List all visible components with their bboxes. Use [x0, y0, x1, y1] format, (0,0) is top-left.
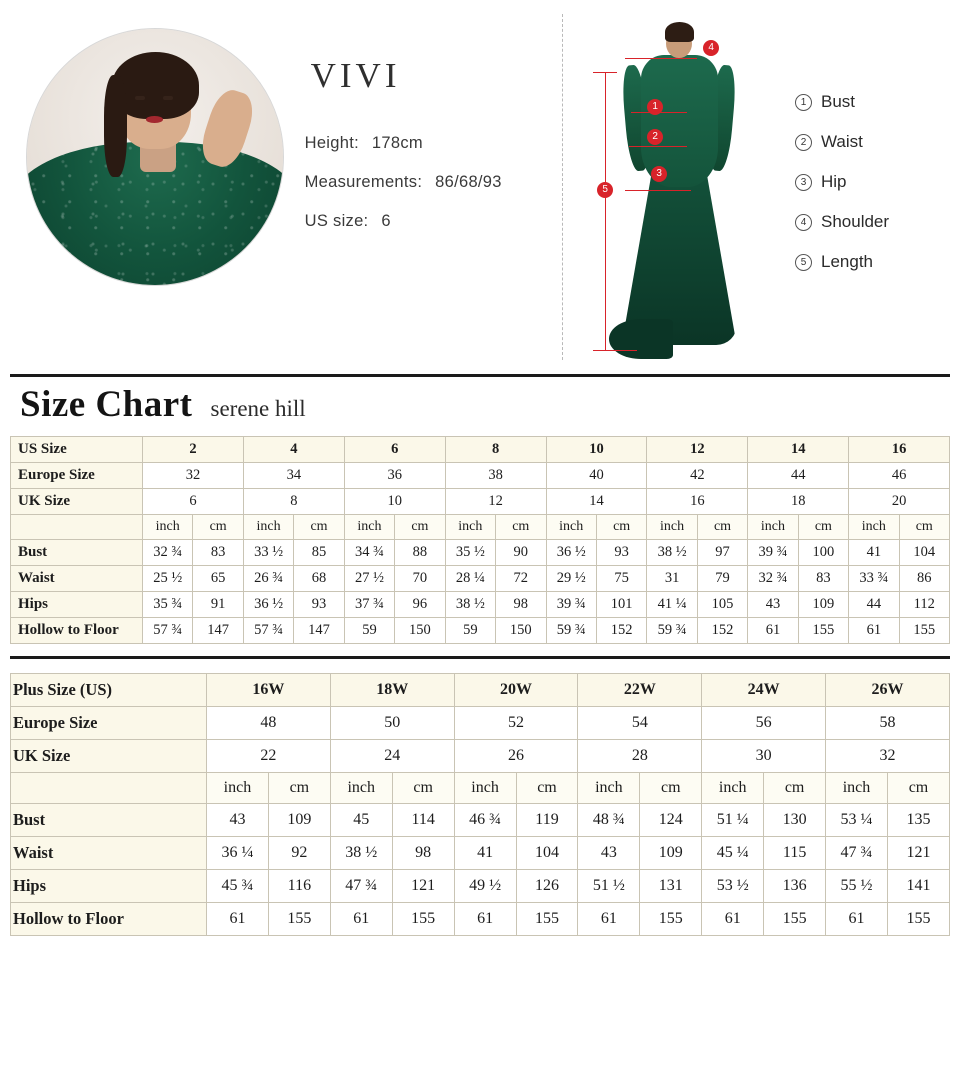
figure-mark-2: 2 — [647, 129, 663, 145]
plus-cell-htf-1: 155 — [268, 903, 330, 936]
plus-row-uk-size — [11, 740, 950, 773]
plus-cell-htf-7: 155 — [640, 903, 702, 936]
cell-htf-7: 150 — [496, 618, 546, 644]
plus-row-label-plus-size: Plus Size (US) — [11, 674, 207, 707]
cell-htf-5: 150 — [395, 618, 445, 644]
plus-row-label-europe-size: Europe Size — [11, 707, 207, 740]
model-measurements-label: Measurements: — [304, 173, 423, 191]
table-row-hollow-to-floor — [11, 618, 950, 644]
cell-bust-11: 97 — [697, 540, 747, 566]
hip-measure-line — [625, 190, 691, 191]
plus-cell-unit-9: cm — [764, 773, 826, 804]
cell-uk-size-0: 6 — [143, 489, 244, 515]
table-row-uk-size — [11, 489, 950, 515]
cell-eu-size-4: 40 — [546, 463, 647, 489]
row-label-uk-size: UK Size — [11, 489, 143, 515]
legend-number-5: 5 — [795, 254, 812, 271]
cell-eu-size-1: 34 — [243, 463, 344, 489]
plus-cell-size-3: 22W — [578, 674, 702, 707]
model-portrait — [26, 28, 284, 286]
cell-hips-13: 109 — [798, 592, 848, 618]
cell-unit-10: inch — [647, 515, 697, 540]
plus-cell-waist-5: 104 — [516, 837, 578, 870]
cell-waist-15: 86 — [899, 566, 949, 592]
cell-htf-10: 59 ¾ — [647, 618, 697, 644]
cell-unit-9: cm — [596, 515, 646, 540]
plus-cell-htf-8: 61 — [702, 903, 764, 936]
plus-row-label-units — [11, 773, 207, 804]
plus-cell-uk-1: 24 — [330, 740, 454, 773]
section-divider — [10, 656, 950, 659]
cell-uk-size-3: 12 — [445, 489, 546, 515]
plus-cell-hips-9: 136 — [764, 870, 826, 903]
cell-hips-0: 35 ¾ — [143, 592, 193, 618]
plus-cell-hips-3: 121 — [392, 870, 454, 903]
model-ussize-row — [305, 212, 563, 231]
cell-bust-7: 90 — [496, 540, 546, 566]
plus-row-hollow-to-floor — [11, 903, 950, 936]
cell-waist-8: 29 ½ — [546, 566, 596, 592]
cell-htf-13: 155 — [798, 618, 848, 644]
cell-unit-8: inch — [546, 515, 596, 540]
model-overview-section — [0, 0, 960, 360]
cell-unit-0: inch — [143, 515, 193, 540]
plus-cell-waist-3: 98 — [392, 837, 454, 870]
cell-htf-2: 57 ¾ — [243, 618, 293, 644]
plus-cell-waist-11: 121 — [887, 837, 949, 870]
cell-unit-15: cm — [899, 515, 949, 540]
cell-waist-2: 26 ¾ — [243, 566, 293, 592]
cell-eu-size-0: 32 — [143, 463, 244, 489]
plus-cell-hips-4: 49 ½ — [454, 870, 516, 903]
legend-number-2: 2 — [795, 134, 812, 151]
legend-item-waist — [795, 132, 950, 152]
cell-waist-5: 70 — [395, 566, 445, 592]
cell-unit-4: inch — [344, 515, 394, 540]
cell-bust-10: 38 ½ — [647, 540, 697, 566]
cell-unit-3: cm — [294, 515, 344, 540]
cell-bust-15: 104 — [899, 540, 949, 566]
plus-cell-hips-10: 55 ½ — [826, 870, 888, 903]
figure-mark-5: 5 — [597, 182, 613, 198]
dress-figure — [599, 22, 759, 352]
plus-cell-unit-6: inch — [578, 773, 640, 804]
legend-label-length: Length — [821, 252, 873, 271]
cell-waist-13: 83 — [798, 566, 848, 592]
cell-hips-5: 96 — [395, 592, 445, 618]
plus-size-table — [10, 673, 950, 936]
row-label-bust: Bust — [11, 540, 143, 566]
plus-cell-waist-4: 41 — [454, 837, 516, 870]
row-label-us-size: US Size — [11, 437, 143, 463]
model-height-label: Height: — [304, 134, 359, 152]
model-height-value: 178cm — [371, 134, 423, 152]
cell-bust-13: 100 — [798, 540, 848, 566]
plus-cell-eu-1: 50 — [330, 707, 454, 740]
plus-cell-unit-5: cm — [516, 773, 578, 804]
plus-cell-hips-6: 51 ½ — [578, 870, 640, 903]
cell-htf-9: 152 — [596, 618, 646, 644]
plus-cell-eu-2: 52 — [454, 707, 578, 740]
cell-bust-9: 93 — [596, 540, 646, 566]
cell-hips-3: 93 — [294, 592, 344, 618]
table-row-waist — [11, 566, 950, 592]
plus-cell-unit-11: cm — [887, 773, 949, 804]
cell-htf-11: 152 — [697, 618, 747, 644]
legend-label-hip: Hip — [821, 172, 847, 191]
cell-unit-5: cm — [395, 515, 445, 540]
cell-waist-7: 72 — [496, 566, 546, 592]
plus-cell-bust-7: 124 — [640, 804, 702, 837]
plus-cell-bust-0: 43 — [207, 804, 269, 837]
plus-cell-htf-2: 61 — [330, 903, 392, 936]
plus-row-bust — [11, 804, 950, 837]
cell-htf-6: 59 — [445, 618, 495, 644]
cell-us-size-2: 6 — [344, 437, 445, 463]
cell-hips-15: 112 — [899, 592, 949, 618]
shoulder-measure-line — [625, 58, 697, 59]
cell-hips-14: 44 — [849, 592, 899, 618]
plus-cell-hips-5: 126 — [516, 870, 578, 903]
plus-cell-htf-10: 61 — [826, 903, 888, 936]
plus-cell-unit-2: inch — [330, 773, 392, 804]
plus-cell-htf-0: 61 — [207, 903, 269, 936]
plus-cell-uk-3: 28 — [578, 740, 702, 773]
cell-unit-7: cm — [496, 515, 546, 540]
plus-row-units — [11, 773, 950, 804]
plus-cell-hips-7: 131 — [640, 870, 702, 903]
plus-cell-waist-10: 47 ¾ — [826, 837, 888, 870]
plus-cell-unit-4: inch — [454, 773, 516, 804]
cell-hips-4: 37 ¾ — [344, 592, 394, 618]
table-row-us-size — [11, 437, 950, 463]
row-label-units — [11, 515, 143, 540]
plus-cell-hips-0: 45 ¾ — [207, 870, 269, 903]
plus-cell-unit-0: inch — [207, 773, 269, 804]
measurement-legend — [785, 14, 950, 360]
cell-uk-size-2: 10 — [344, 489, 445, 515]
model-height-row — [305, 134, 563, 153]
plus-cell-bust-1: 109 — [268, 804, 330, 837]
plus-cell-hips-2: 47 ¾ — [330, 870, 392, 903]
plus-row-europe-size — [11, 707, 950, 740]
page-title: Size Chart — [20, 384, 193, 425]
plus-cell-hips-1: 116 — [268, 870, 330, 903]
cell-hips-12: 43 — [748, 592, 798, 618]
cell-waist-1: 65 — [193, 566, 243, 592]
cell-waist-10: 31 — [647, 566, 697, 592]
plus-row-label-waist: Waist — [11, 837, 207, 870]
cell-us-size-5: 12 — [647, 437, 748, 463]
cell-uk-size-1: 8 — [243, 489, 344, 515]
cell-waist-6: 28 ¼ — [445, 566, 495, 592]
brand-name: VIVI — [310, 56, 401, 95]
measurement-diagram-column — [562, 14, 785, 360]
plus-cell-eu-0: 48 — [207, 707, 331, 740]
cell-waist-11: 79 — [697, 566, 747, 592]
cell-unit-14: inch — [849, 515, 899, 540]
plus-cell-size-4: 24W — [702, 674, 826, 707]
plus-row-plus-size — [11, 674, 950, 707]
plus-row-hips — [11, 870, 950, 903]
cell-waist-14: 33 ¾ — [849, 566, 899, 592]
plus-cell-size-2: 20W — [454, 674, 578, 707]
plus-cell-bust-8: 51 ¼ — [702, 804, 764, 837]
plus-cell-uk-2: 26 — [454, 740, 578, 773]
plus-cell-size-1: 18W — [330, 674, 454, 707]
plus-cell-waist-2: 38 ½ — [330, 837, 392, 870]
plus-cell-waist-8: 45 ¼ — [702, 837, 764, 870]
length-top-cap — [593, 72, 617, 73]
standard-size-table-wrap — [10, 436, 950, 644]
plus-cell-unit-8: inch — [702, 773, 764, 804]
plus-row-waist — [11, 837, 950, 870]
cell-eu-size-2: 36 — [344, 463, 445, 489]
cell-htf-0: 57 ¾ — [143, 618, 193, 644]
plus-row-label-uk-size: UK Size — [11, 740, 207, 773]
plus-cell-htf-3: 155 — [392, 903, 454, 936]
cell-hips-9: 101 — [596, 592, 646, 618]
cell-bust-3: 85 — [294, 540, 344, 566]
cell-hips-6: 38 ½ — [445, 592, 495, 618]
plus-cell-size-5: 26W — [826, 674, 950, 707]
cell-htf-3: 147 — [294, 618, 344, 644]
cell-us-size-1: 4 — [243, 437, 344, 463]
cell-eu-size-5: 42 — [647, 463, 748, 489]
legend-item-length — [795, 252, 950, 272]
legend-label-shoulder: Shoulder — [821, 212, 890, 231]
plus-cell-uk-0: 22 — [207, 740, 331, 773]
plus-cell-unit-10: inch — [826, 773, 888, 804]
cell-unit-1: cm — [193, 515, 243, 540]
legend-label-bust: Bust — [821, 92, 856, 111]
plus-cell-uk-5: 32 — [826, 740, 950, 773]
cell-bust-8: 36 ½ — [546, 540, 596, 566]
cell-bust-14: 41 — [849, 540, 899, 566]
cell-bust-1: 83 — [193, 540, 243, 566]
cell-us-size-0: 2 — [143, 437, 244, 463]
plus-cell-bust-10: 53 ¼ — [826, 804, 888, 837]
cell-bust-2: 33 ½ — [243, 540, 293, 566]
cell-waist-0: 25 ½ — [143, 566, 193, 592]
model-ussize-label: US size: — [304, 212, 369, 230]
legend-item-bust — [795, 92, 950, 112]
cell-us-size-7: 16 — [849, 437, 950, 463]
length-measure-line — [605, 72, 606, 350]
figure-mark-4: 4 — [703, 40, 719, 56]
legend-number-3: 3 — [795, 174, 812, 191]
model-measurements-row — [305, 173, 563, 192]
cell-bust-0: 32 ¾ — [143, 540, 193, 566]
cell-hips-2: 36 ½ — [243, 592, 293, 618]
standard-size-table — [10, 436, 950, 644]
cell-waist-3: 68 — [294, 566, 344, 592]
plus-cell-unit-3: cm — [392, 773, 454, 804]
cell-eu-size-7: 46 — [849, 463, 950, 489]
plus-cell-eu-5: 58 — [826, 707, 950, 740]
cell-hips-11: 105 — [697, 592, 747, 618]
cell-uk-size-4: 14 — [546, 489, 647, 515]
cell-waist-4: 27 ½ — [344, 566, 394, 592]
table-row-europe-size — [11, 463, 950, 489]
cell-us-size-3: 8 — [445, 437, 546, 463]
cell-waist-12: 32 ¾ — [748, 566, 798, 592]
plus-cell-bust-5: 119 — [516, 804, 578, 837]
plus-cell-waist-0: 36 ¼ — [207, 837, 269, 870]
plus-cell-bust-4: 46 ¾ — [454, 804, 516, 837]
plus-cell-bust-3: 114 — [392, 804, 454, 837]
legend-number-4: 4 — [795, 214, 812, 231]
figure-mark-1: 1 — [647, 99, 663, 115]
legend-item-hip — [795, 172, 950, 192]
plus-cell-size-0: 16W — [207, 674, 331, 707]
cell-htf-1: 147 — [193, 618, 243, 644]
plus-cell-bust-11: 135 — [887, 804, 949, 837]
waist-measure-line — [629, 146, 687, 147]
table-row-bust — [11, 540, 950, 566]
length-bottom-cap — [593, 350, 637, 351]
row-label-hips: Hips — [11, 592, 143, 618]
plus-cell-uk-4: 30 — [702, 740, 826, 773]
cell-bust-4: 34 ¾ — [344, 540, 394, 566]
cell-unit-11: cm — [697, 515, 747, 540]
plus-cell-htf-11: 155 — [887, 903, 949, 936]
table-row-hips — [11, 592, 950, 618]
plus-row-label-hollow-to-floor: Hollow to Floor — [11, 903, 207, 936]
cell-waist-9: 75 — [596, 566, 646, 592]
cell-hips-8: 39 ¾ — [546, 592, 596, 618]
plus-cell-waist-7: 109 — [640, 837, 702, 870]
legend-number-1: 1 — [795, 94, 812, 111]
cell-htf-4: 59 — [344, 618, 394, 644]
plus-cell-unit-1: cm — [268, 773, 330, 804]
plus-cell-htf-5: 155 — [516, 903, 578, 936]
cell-uk-size-7: 20 — [849, 489, 950, 515]
cell-htf-12: 61 — [748, 618, 798, 644]
plus-cell-hips-11: 141 — [887, 870, 949, 903]
cell-uk-size-5: 16 — [647, 489, 748, 515]
plus-cell-bust-6: 48 ¾ — [578, 804, 640, 837]
plus-size-table-wrap — [10, 673, 950, 936]
plus-cell-bust-9: 130 — [764, 804, 826, 837]
table-row-units — [11, 515, 950, 540]
row-label-europe-size: Europe Size — [11, 463, 143, 489]
plus-cell-waist-9: 115 — [764, 837, 826, 870]
row-label-hollow-to-floor: Hollow to Floor — [11, 618, 143, 644]
cell-bust-12: 39 ¾ — [748, 540, 798, 566]
plus-cell-htf-6: 61 — [578, 903, 640, 936]
legend-item-shoulder — [795, 212, 950, 232]
legend-label-waist: Waist — [821, 132, 863, 151]
row-label-waist: Waist — [11, 566, 143, 592]
plus-cell-eu-3: 54 — [578, 707, 702, 740]
plus-cell-waist-6: 43 — [578, 837, 640, 870]
plus-row-label-bust: Bust — [11, 804, 207, 837]
size-chart-title-row — [10, 374, 950, 436]
cell-htf-8: 59 ¾ — [546, 618, 596, 644]
cell-hips-7: 98 — [496, 592, 546, 618]
model-info-column — [301, 14, 563, 360]
plus-cell-unit-7: cm — [640, 773, 702, 804]
cell-us-size-6: 14 — [748, 437, 849, 463]
cell-bust-6: 35 ½ — [445, 540, 495, 566]
plus-cell-eu-4: 56 — [702, 707, 826, 740]
page-subtitle: serene hill — [210, 396, 306, 421]
cell-eu-size-3: 38 — [445, 463, 546, 489]
plus-cell-hips-8: 53 ½ — [702, 870, 764, 903]
cell-hips-1: 91 — [193, 592, 243, 618]
cell-us-size-4: 10 — [546, 437, 647, 463]
cell-htf-14: 61 — [849, 618, 899, 644]
cell-eu-size-6: 44 — [748, 463, 849, 489]
plus-cell-bust-2: 45 — [330, 804, 392, 837]
cell-htf-15: 155 — [899, 618, 949, 644]
plus-cell-waist-1: 92 — [268, 837, 330, 870]
cell-unit-12: inch — [748, 515, 798, 540]
plus-cell-htf-4: 61 — [454, 903, 516, 936]
cell-uk-size-6: 18 — [748, 489, 849, 515]
cell-hips-10: 41 ¼ — [647, 592, 697, 618]
cell-unit-2: inch — [243, 515, 293, 540]
plus-cell-htf-9: 155 — [764, 903, 826, 936]
cell-bust-5: 88 — [395, 540, 445, 566]
model-measurements-value: 86/68/93 — [435, 173, 502, 191]
figure-mark-3: 3 — [651, 166, 667, 182]
plus-row-label-hips: Hips — [11, 870, 207, 903]
cell-unit-13: cm — [798, 515, 848, 540]
model-ussize-value: 6 — [381, 212, 391, 230]
cell-unit-6: inch — [445, 515, 495, 540]
model-photo-column — [10, 14, 301, 360]
